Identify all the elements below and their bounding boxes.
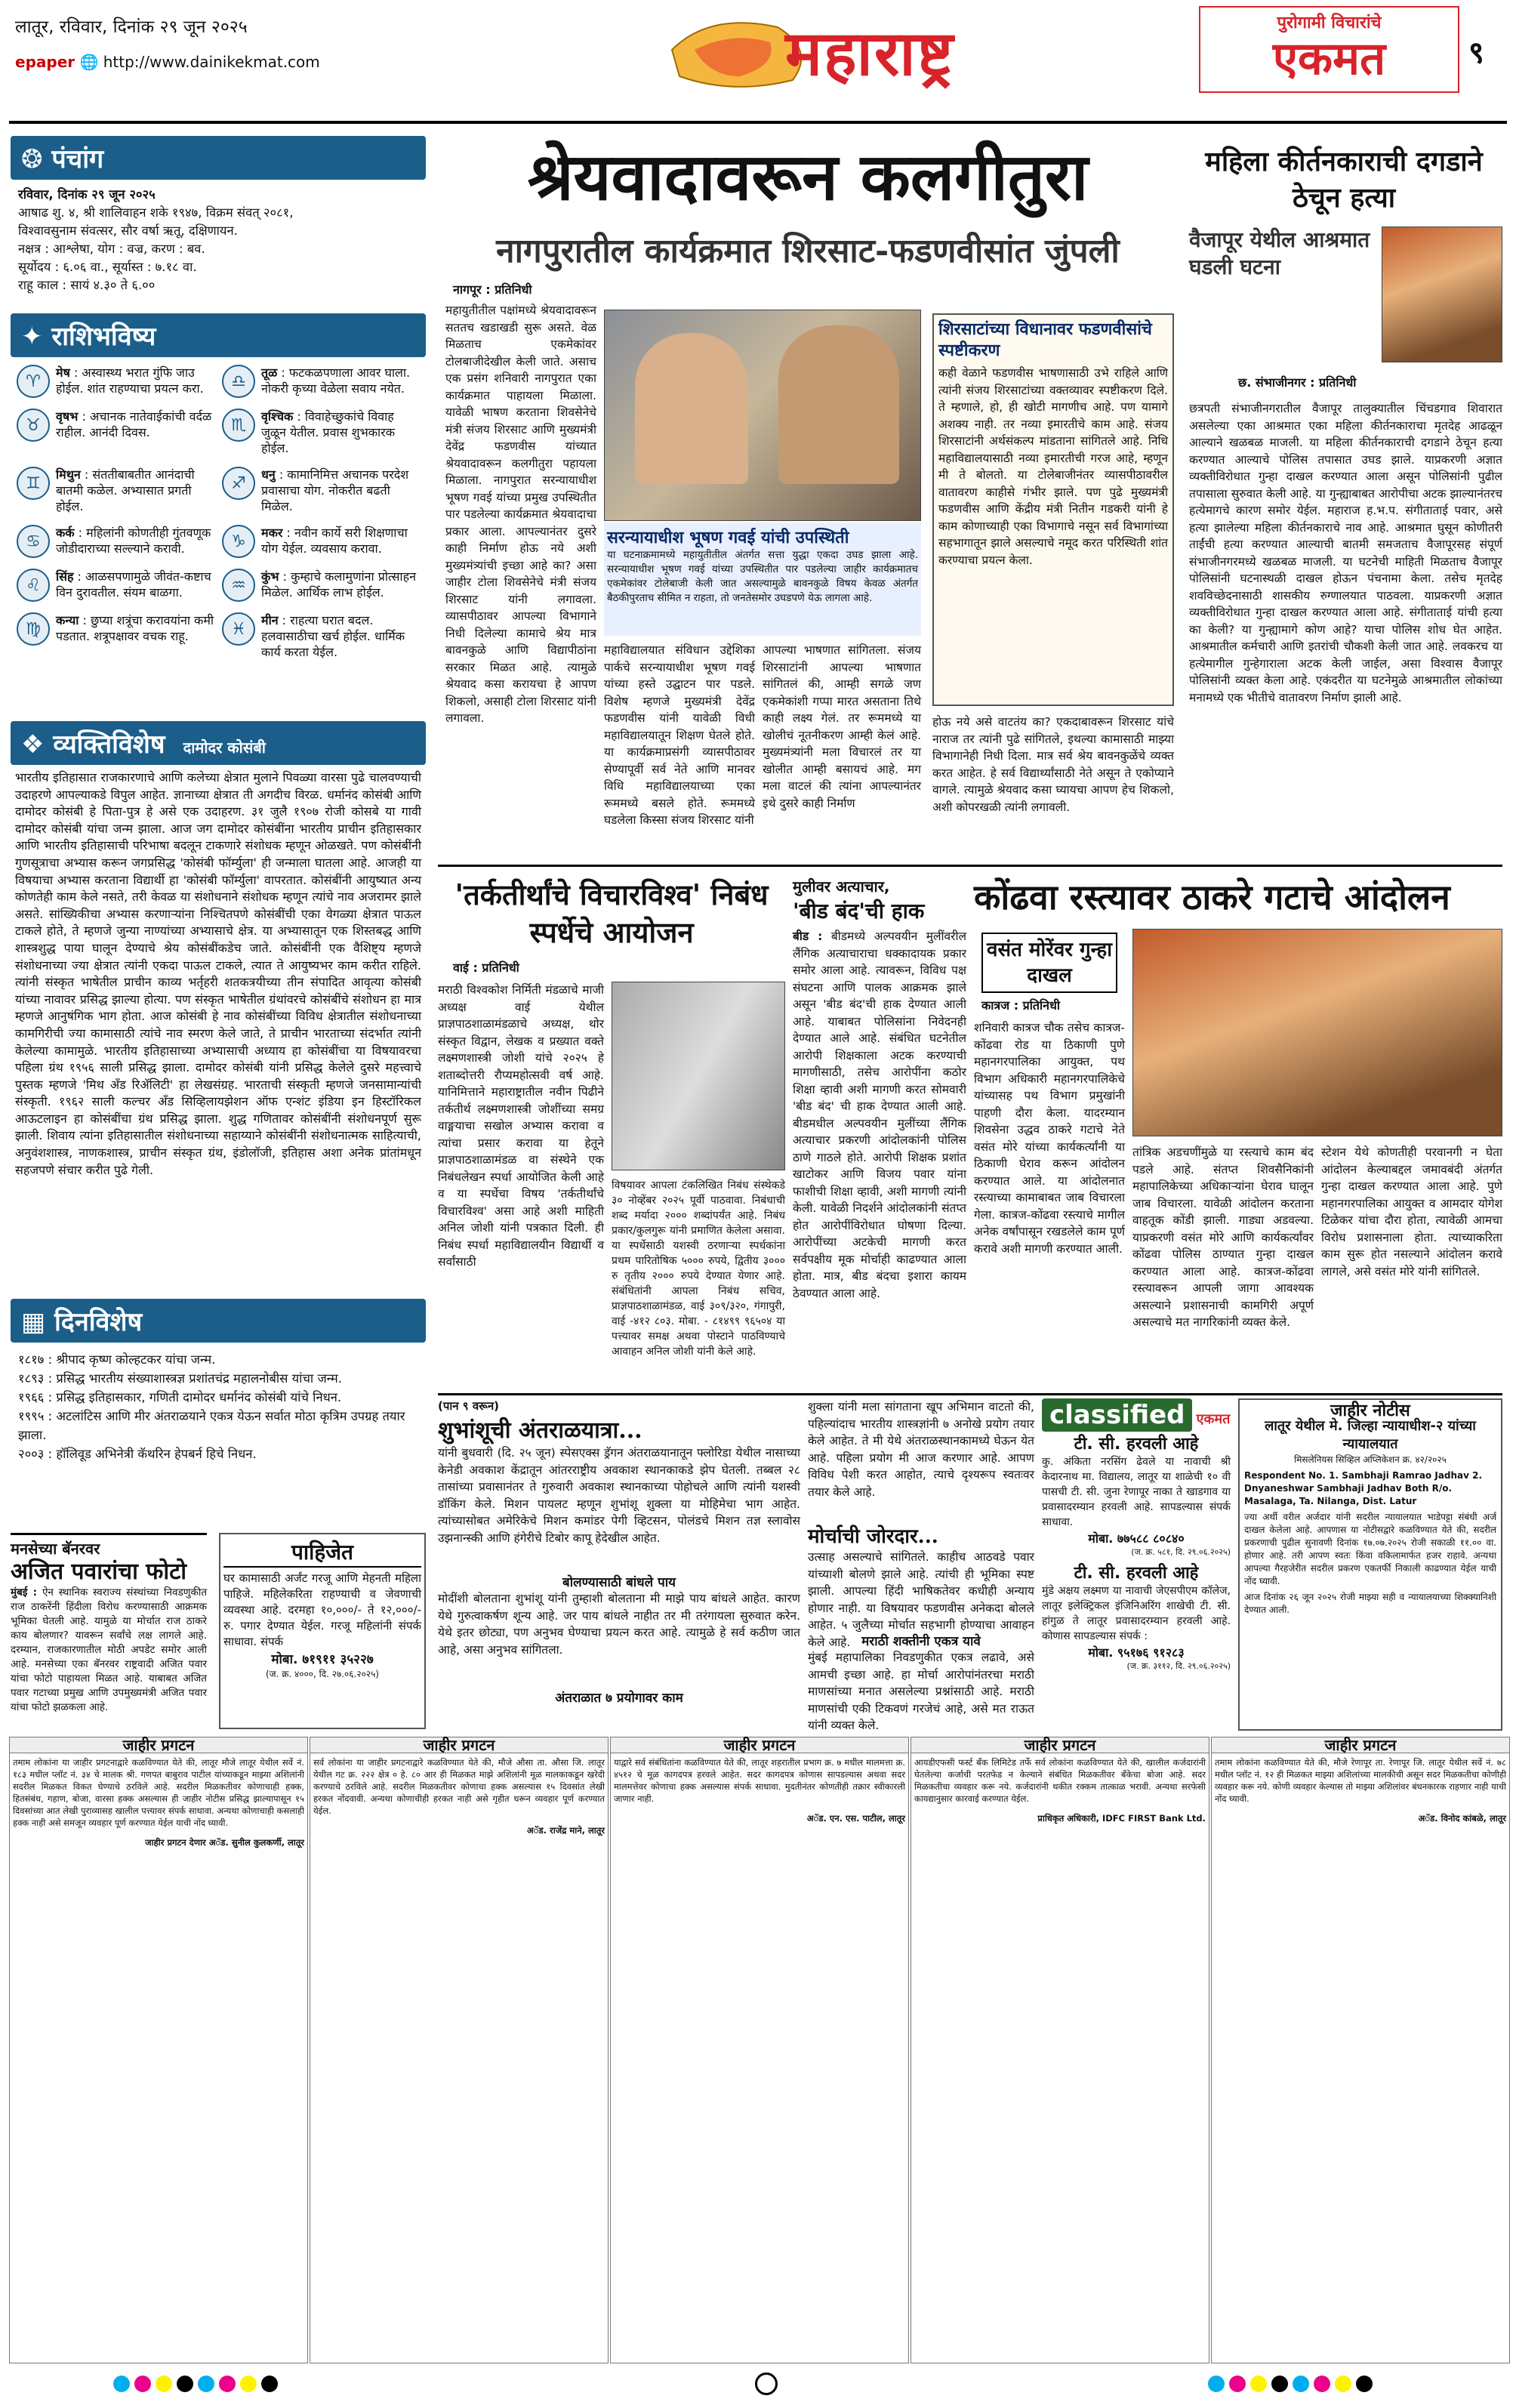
- masthead-rule: [9, 121, 1507, 124]
- panchang-header: ❂ पंचांग: [11, 136, 426, 180]
- classified-ad1-ref: (ज. क्र. ५८१, दि. २९.०६.२०२५): [1131, 1547, 1231, 1557]
- zodiac-sign-icon: ♐: [222, 467, 255, 500]
- tarkatirth-body2: विषयावर आपला टंकलिखित निबंध संस्थेकडे ३० नोव्हेंबर २०२५ पूर्वी पाठवावा. निबंधाची शब्द मर्यादा २००० शब्दांपर्यंत आहे. निबंध प्रकार/कुलगुरू यांनी प्रमाणित केलेला असावा. या स्पर्धेसाठी यशस्वी ठरणाऱ्या स्पर्धकांना प्रथम पारितोषिक ५००० रुपये, द्वितीय ३००० रु तृतीय २००० रुपये देण्यात येणार आहे. संबंधितांनी आपला निबंध सचिव, प्राज्ञपाठशाळामंडळ, वाई ३०९/३२०, गंगापुरी, वाई -४१२ ८०३. मोबा. - ८१४९९ ९६५०४ या पत्त्यावर समक्ष अथवा पोस्टाने पाठविण्याचे आवाहन अनिल जोशी यांनी केले आहे.: [612, 1179, 785, 1358]
- court-notice-case: मिसलेनियस सिव्हिल अप्लिकेशन क्र. ४२/२०२५: [1294, 1454, 1447, 1465]
- classified-brand: एकमत: [1196, 1411, 1231, 1427]
- rashi-item: [17, 569, 214, 602]
- shubhanshu-sub1: बोलण्यासाठी बांधले पाय: [562, 1575, 676, 1590]
- shubhanshu-sub2-body: शुक्ला यांनी मला सांगताना खूप अभिमान वाटतो की, पहिल्यांदाच भारतीय शास्त्रज्ञांनी ७ अनोखे प्रयोग तयार केले आहेत. ते मी येथे अंतराळस्थानकामध्ये घेऊन येत आहे. पहिला प्रयोग मी आज करणार आहे. आपण विविध पेशी करत आहोत, त्याचे दृश्यरूप स्वतःवर तयार केले आहे.: [808, 1400, 1034, 1499]
- zodiac-sign-icon: ♏: [222, 409, 255, 442]
- rashi-text: कुंभ : कुम्हाचे कलामुणांना प्रोत्साहन मिळेल. आर्थिक लाभ होईल.: [261, 569, 416, 600]
- kondhwa-byline: कात्रज : प्रतिनिधी: [981, 998, 1061, 1013]
- panchang-section: [11, 136, 426, 301]
- rashi-text: मीन : राहत्या घरात बदल. हलवासाठीचा खर्च होईल. धार्मिक कार्य करता येईल.: [261, 613, 405, 659]
- lead-sidebar-title: शिरसाटांच्या विधानावर फडणवीसांचे स्पष्टीकरण: [938, 320, 1152, 360]
- zodiac-sign-icon: ♈: [17, 365, 50, 398]
- public-notice-footer: अॅड. एन. एस. पाटील, लातूर: [806, 1813, 905, 1824]
- wanted-ad-body: घर कामासाठी अर्जंट गरजू आणि मेहनती महिला पाहिजे. महिलेकरिता राहण्याची व जेवणाची व्यवस्था आहे. दरमहा १०,०००/- ते १२,०००/- रु. पगार देण्यात येईल. गरजू महिलांनी संपर्क साधावा. संपर्क: [223, 1571, 421, 1648]
- page-number: ९: [1468, 35, 1484, 70]
- person-icon: ❖: [21, 729, 45, 760]
- brand-tagline: पुरोगामी विचारांचे: [1277, 14, 1382, 32]
- lead-caption-title: सरन्यायाधीश भूषण गवई यांची उपस्थिती: [607, 529, 849, 547]
- rashi-name: तूळ: [261, 365, 278, 380]
- zodiac-icon: ✦: [21, 322, 43, 352]
- classified-logo: classified: [1042, 1398, 1192, 1432]
- rashi-prediction: आळसपणामुळे जीवंत-कष्टाच विन दुरावतील. संयम बाळगा.: [56, 569, 211, 600]
- court-notice-court: लातूर येथील मे. जिल्हा न्यायाधीश-२ यांच्या न्यायालयात: [1265, 1418, 1476, 1452]
- public-notice-footer: अॅड. राजेंद्र माने, लातूर: [526, 1825, 605, 1836]
- public-notice-ad: [1211, 1737, 1510, 2363]
- kirtan-byline: छ. संभाजीनगर : प्रतिनिधी: [1238, 375, 1357, 390]
- panchang-line: सूर्योदय : ६.०६ वा., सूर्यास्त : ७.१८ वा.: [18, 260, 197, 274]
- classified-ad1-body: कु. अंकिता नरसिंग ढेवले या नावाची श्री केदारनाथ मा. विद्यालय, लातूर या शाळेची १० वी पासची टी. सी. जुना रेणापूर नाका ते खाडगाव या प्रवासादरम्यान हरवली आहे. सापडल्यास संपर्क साधावा.: [1042, 1456, 1231, 1528]
- lead-caption-body: या घटनाक्रमामध्ये महायुतीतील अंतर्गत सत्ता युद्धा एकदा उघड झाला आहे. सरन्यायाधीश भूषण गवई यांच्या उपस्थितीत पार पडलेल्या जाहीर कार्यक्रमातच एकमेकांवर टोलेबाजी केली जात असल्यामुळे बावनकुळे विषय केवळ अंतर्गत बैठकीपुरताच सीमित न राहता, तो जनतेसमोर उघडपणे येऊ लागला आहे.: [607, 549, 918, 604]
- panchang-line: विश्वावसुनाम संवत्सर, सौर वर्षा ऋतू, दक्षिणायन.: [18, 224, 238, 238]
- kondhwa-body2: तांत्रिक अडचणींमुळे या रस्त्याचे काम बंद पडले आहे. संतप्त शिवसैनिकांनी महापालिकेच्या अधिकाऱ्यांना घेराव घालून जाब विचारला. यावेळी आंदोलन करताना वाहतूक कोंडी झाली. गाड्या अडवल्या. याप्रकरणी वसंत मोरे आणि कार्यकर्त्यांवर कोंढवा पोलिस ठाण्यात गुन्हा दाखल करण्यात आला आहे. कात्रज-कोंढवा रस्त्यावरून आपली जागा आवश्यक असल्याने प्रशासनाची कामगिरी अपूर्ण असल्याचे मत नागरिकांनी व्यक्त केले.: [1132, 1145, 1314, 1329]
- vyaktivishesh-section: [11, 721, 426, 1324]
- court-notice-respondents: Respondent No. 1. Sambhaji Ramrao Jadhav 2. Dnyaneshwar Sambhaji Jadhav Both R/o. Masalaga, Ta. Nilanga, Dist. Latur: [1244, 1470, 1483, 1506]
- banner-kicker: मनसेच्या बॅनरवर: [11, 1533, 207, 1559]
- wanted-ad-phone: मोबा. ७१९११ ३५२२७: [271, 1652, 374, 1667]
- rashi-prediction: विवाहेच्छुकांचे विवाह जुळून येतील. प्रवास शुभकारक होईल.: [261, 409, 396, 455]
- rashi-item: [222, 467, 420, 514]
- rashi-prediction: कामानिमित्त अचानक परदेश प्रवासाचा योग. नोकरीत बढती मिळेल.: [261, 467, 409, 513]
- beed-kicker: मुलीवर अत्याचार,: [793, 877, 890, 896]
- zodiac-sign-icon: ♍: [17, 612, 50, 646]
- section-rule: [438, 865, 1502, 867]
- classified-ad2-body: मुंडे अक्षय लक्ष्मण या नावाची जेएसपीएम कॉलेज, लातूर इलेक्ट्रिकल इंजिनिअरिंग शाखेची टी. सी. हांगुळ ते लातूर प्रवासादरम्यान हरवली आहे. कोणास सापडल्यास संपर्क :: [1042, 1585, 1231, 1642]
- public-notice-body: तमाम लोकांना कळविण्यात येते की, मौजे रेणापूर ता. रेणापूर जि. लातूर येथील सर्वे नं. ७८ मधील प्लॉट नं. १२ ही मिळकत माझ्या अशिलांच्या मालकीची असून सदर मिळकतीचा कोणीही व्यवहार करू नये. कोणी व्यवहार केल्यास तो माझ्या अशिलांवर बंधनकारक राहणार नाही याची नोंद घ्यावी.: [1215, 1757, 1506, 1804]
- rashi-text: धनु : कामानिमित्त अचानक परदेश प्रवासाचा योग. नोकरीत बढती मिळेल.: [261, 467, 409, 513]
- zodiac-sign-icon: ♑: [222, 525, 255, 558]
- classified-ad1-title: टी. सी. हरवली आहे: [1074, 1435, 1199, 1454]
- zodiac-sign-icon: ♋: [17, 525, 50, 558]
- public-notice-ad: [610, 1737, 909, 2363]
- brand-logo: [1199, 6, 1459, 93]
- rashi-prediction: संततीबाबतीत आनंदाची बातमी कळेल. अभ्यासात प्रगती होईल.: [56, 467, 195, 513]
- rashi-prediction: अस्वास्थ्य भरात गुंफि जाउ होईल. शांत राहण्याचा प्रयत्न करा.: [56, 365, 204, 396]
- tarkatirth-body1: मराठी विश्वकोश निर्मिती मंडळाचे माजी अध्यक्ष वाई येथील प्राज्ञपाठशाळामंडळाचे अध्यक्ष, थोर संस्कृत विद्वान, लेखक व प्रख्यात वक्ते लक्ष्मणशास्त्री जोशी यांचे २०२५ हे शताब्दोत्तरी रौप्यमहोत्सवी वर्ष आहे. यानिमित्ताने महाराष्ट्रातील नवीन पिढीने तर्कतीर्थ लक्ष्मणशास्त्री जोशींच्या समग्र वाङ्मयाचा सखोल अभ्यास करावा व त्यांचा प्रसार करावा या हेतूने प्राज्ञपाठशाळामंडळ वा संस्थेने एक निबंधलेखन स्पर्धा आयोजित केली आहे व या स्पर्धेचा विषय 'तर्कतीर्थांचे विचारविश्व' असा आहे अशी माहिती अनिल जोशी यांनी पत्रकात दिली. ही निबंध स्पर्धा महाविद्यालयीन विद्यार्थी व सर्वांसाठी: [438, 983, 604, 1269]
- morcha-headline: मोर्चाची जोरदार...: [808, 1525, 938, 1548]
- kondhwa-photo: [1132, 929, 1502, 1136]
- shubhanshu-headline: शुभांशूची अंतराळयात्रा...: [438, 1417, 642, 1444]
- kirtan-body: छत्रपती संभाजीनगरातील वैजापूर तालुक्यातील चिंचडगाव शिवारात असलेल्या एका आश्रमात एका महिला कीर्तनकाराचा मृतदेह आढळून आल्याने खळबळ माजली. या महिला कीर्तनकाराची दगडाने ठेचून हत्या करण्यात आल्याचे पोलिस तपासात उघड झाले. याप्रकरणी अज्ञात व्यक्तीविरोधात गुन्हा दाखल करण्यात आला असून पोलिसांनी पुढील तपासाला सुरुवात केली आहे. या गुन्ह्याबाबत आरोपीचा अटक झाल्यानंतरच हत्येमागचे कारण समोर येईल. महाराज ह.भ.प. संगीताताई पवार, असे हत्या झालेल्या महिला कीर्तनकाराचे नाव आहे. आश्रमात घुसून कोणीतरी ताईंची हत्या करण्यात आल्याची बातमी समजताच वैजापूरसह संपूर्ण संभाजीनगरमध्ये खळबळ माजली. या घटनेची माहिती मिळताच वैजापूर पोलिसांनी घटनास्थळी दाखल होऊन पंचनामा केला. तसेच मृतदेह शवविच्छेदनासाठी शासकीय रुग्णालयात पाठवला. याप्रकरणी अज्ञात व्यक्तीविरोधात गुन्हा दाखल करण्यात आला आहे. संगीताताई यांची हत्या का केली? या गुन्ह्यामागे कोण आहे? याचा पोलिस शोध घेत आहेत. आश्रमातील कर्मचारी आणि इतरांची चौकशी केली जात आहे. लवकरच या हत्येमागील गुन्हेगाराला अटक केली जाईल, असा विश्वास वैजापूर पोलिसांनी व्यक्त केला आहे. एकंदरीत या घटनेमुळे आश्रमातील लोकांच्या मनामध्ये एक भीतीचे वातावरण निर्माण झाली आहे.: [1189, 402, 1502, 705]
- kondhwa-body1: शनिवारी कात्रज चौक तसेच कात्रज-कोंढवा रोड या ठिकाणी पुणे महानगरपालिका आयुक्त, पथ विभाग अधिकारी महानगरपालिकेचे यांच्यासह पथ विभाग प्रमुखांनी पाहणी दौरा केला. यादरम्यान शिवसेना उद्धव ठाकरे गटाचे नेते वसंत मोरे यांच्या कार्यकर्त्यांनी या ठिकाणी घेराव करून आंदोलन करण्यात आले. या आंदोलनात रस्त्याच्या कामाबाबत जाब विचारला गेला. कात्रज-कोंढवा रस्त्याचे मागील अनेक वर्षांपासून रखडलेले काम पूर्ण करावे अशी मागणी करण्यात आली.: [974, 1021, 1125, 1256]
- kirtan-subhead: वैजापूर येथील आश्रमात घडली घटना: [1189, 227, 1370, 279]
- rashi-item: [222, 569, 420, 602]
- rashi-grid: [11, 357, 426, 668]
- rashi-item: [222, 365, 420, 398]
- rashi-item: [222, 525, 420, 558]
- kondhwa-body3: स्टेशन येथे कोणतीही परवानगी न घेता आंदोलन केल्याबद्दल जमावबंदी अंतर्गत गुन्हा दाखल करण्यात आला आहे. पुणे महानगरपालिका आयुक्त व आमदार योगेश टिळेकर यांचा दौरा होता, त्यावेळी आमचा विरोध प्रशासनाला होता. त्याच्याकरिता काम सुरू होत नसल्याने आंदोलन करावे लागले, असे वसंत मोरे यांनी सांगितले.: [1321, 1145, 1502, 1278]
- banner-body: मुंबई : ऐन स्थानिक स्वराज्य संस्थांच्या निवडणुकीत राज ठाकरेंनी हिंदीला विरोध करण्यासाठी आक्रमक भूमिका घेतली आहे. यामुळे या मोर्चात राज ठाकरे काय बोलणार? यावरून सर्वांचे लक्ष लागले आहे. दरम्यान, राजकारणातील मोठी अपडेट समोर आली आहे. मनसेच्या एका बॅनरवर राष्ट्रवादी अजित पवार यांचा फोटो पाहायला मिळत आहे. याबाबत अजित पवार गटाच्या प्रमुख आणि उपमुख्यमंत्री अजित पवार यांचा फोटो झळकला आहे.: [11, 1586, 208, 1713]
- classified-ad1-phone: मोबा. ७७५८८ ८०८४०: [1088, 1531, 1185, 1546]
- person-figure-icon: [635, 333, 748, 484]
- court-notice-date: आज दिनांक २६ जून २०२५ रोजी माझ्या सही व न्यायालयाच्या शिक्क्यानिशी देण्यात आली.: [1244, 1592, 1496, 1615]
- kirtan-photo: [1382, 227, 1502, 362]
- wanted-ad: [219, 1533, 426, 1729]
- epaper-label: epaper: [15, 53, 75, 71]
- lead-body-col4: होऊ नये असे वाटतंय का? एकदाबावरून शिरसाट यांचे नाराज तर त्यांनी पुढे सांगितले, इथल्या कामासाठी माझ्या विभागानेही निधी दिला. मात्र सर्व श्रेय बावनकुळेंचे व्यक्त करत आहेत. हे सर्व विद्यार्थ्यांसाठी नेते असून ते एकोप्याने वागले. त्यामुळे श्रेयवाद कसा घ्यायचा आपण हेच शिकलो, अशी कोपरखळी त्यांनी लगावली.: [932, 715, 1174, 814]
- panchang-body: [11, 180, 426, 301]
- lead-photo-caption: [604, 523, 921, 636]
- dinvishesh-item: १९६६ : प्रसिद्ध इतिहासकार, गणिती दामोदर धर्मानंद कोसंबी यांचे निधन.: [18, 1390, 342, 1404]
- shubhanshu-body: यांनी बुधवारी (दि. २५ जून) स्पेसएक्स ड्रॅगन अंतराळयानातून फ्लोरिडा येथील नासाच्या केनेडी अवकाश केंद्रातून आंतरराष्ट्रीय अवकाश स्थानकाकडे झेप घेतली. तब्बल २८ तासांच्या प्रवासानंतर ते गुरुवारी अवकाश स्थानकाच्या पोहोचले आणि त्यांनी यशस्वी डॉकिंग केले. मिशन पायलट म्हणून शुभांशू शुक्ला या मोहिमेचा भाग आहेत. त्यांच्यासोबत अमेरिकेचे मिशन कमांडर पेगी व्हिटसन, पोलंडचे मिशन तज्ञ स्लावोस उझनान्स्की आणि हंगेरीचे टिबोर कापू हेदेखील आहेत.: [438, 1446, 800, 1545]
- dinvishesh-header: ▦ दिनविशेष: [11, 1299, 426, 1343]
- public-notice-title: जाहीर प्रगटन: [1212, 1737, 1509, 1753]
- court-notice: [1238, 1398, 1502, 1731]
- tarkatirth-byline: वाई : प्रतिनिधी: [453, 960, 519, 975]
- vyaktivishesh-header: ❖ व्यक्तिविशेष दामोदर कोसंबी: [11, 721, 426, 765]
- registration-mark-icon: [755, 2373, 778, 2395]
- lead-headline: श्रेयवादावरून कलगीतुरा: [527, 139, 1089, 215]
- section-rule: [438, 1393, 1502, 1395]
- public-notice-body: सर्व लोकांना या जाहीर प्रगटनाद्वारे कळविण्यात येते की, मौजे औसा ता. औसा जि. लातूर येथील गट क्र. २२२ क्षेत्र ० हे. ८० आर ही मिळकत माझे अशिलांनी मूळ मालकाकडून खरेदी करण्याचे ठरविले आहे. सदरील मिळकतीवर कोणाचा हक्क असल्यास १५ दिवसांत लेखी हरकत नोंदवावी. अन्यथा कोणाचीही हरकत नाही असे गृहीत धरून व्यवहार पूर्ण करण्यात येईल.: [313, 1757, 605, 1816]
- panchang-date: रविवार, दिनांक २९ जून २०२५: [18, 187, 156, 202]
- public-notice-footer: प्राधिकृत अधिकारी, IDFC FIRST Bank Ltd.: [1037, 1813, 1206, 1824]
- kondhwa-headline: कोंढवा रस्त्यावर ठाकरे गटाचे आंदोलन: [974, 877, 1450, 917]
- lead-sidebar-body: कही वेळाने फडणवीस भाषणासाठी उभे राहिले आणि त्यांनी संजय शिरसाटांच्या वक्तव्यावर स्पष्टीकरण दिले. ते म्हणाले, हो, ही खोटी मागणीच आहे. पण यामागे अशक्य नाही. तर नव्या इमारतीचे काम आहे. संजय शिरसाटांनी अर्थसंकल्प मांडताना सांगितले आहे. निधि महाविद्यालयासाठी नव्या इमारतीची गरज आहे, म्हणून मी ते बोलतो. या टोलेबाजीनंतर व्यासपीठावरील वातावरण काहीसे गंभीर झाले. पण पुढे मुख्यमंत्री फडणवीस आणि केंद्रीय मंत्री नितीन गडकरी यांनी हे काम कोणाच्याही एका विभागाचे नसून सर्व विभागांच्या सहभागातून झाले असल्याचे नमूद करत परिस्थिती शांत करण्याचा प्रयत्न केला.: [938, 366, 1168, 567]
- rashi-text: वृषभ : अचानक नातेवाईकांची वर्दळ राहील. आनंदी दिवस.: [56, 409, 212, 439]
- color-registration-strip: [113, 2376, 278, 2392]
- wanted-ad-title: पाहिजेत: [223, 1537, 421, 1568]
- classified-ad2-phone: मोबा. ९५१७६ ९१२८३: [1088, 1645, 1185, 1660]
- color-registration-strip: [1208, 2376, 1373, 2392]
- rashi-text: वृश्चिक : विवाहेच्छुकांचे विवाह जुळून येतील. प्रवास शुभकारक होईल.: [261, 409, 396, 455]
- rashi-name: वृषभ: [56, 409, 79, 424]
- zodiac-sign-icon: ♌: [17, 569, 50, 602]
- public-notice-footer: अॅड. विनोद कांबळे, लातूर: [1418, 1813, 1506, 1824]
- shubhanshu-sub1-body: मोदींशी बोलताना शुभांशू यांनी तुम्हाशी बोलताना मी माझे पाय बांधले आहेत. कारण येथे गुरुत्वाकर्षण शून्य आहे. जर पाय बांधले नाहीत तर मी तरंगायला सुरुवात करेन. येथे इतर छोट्या, पण अनुभव घेण्याचा प्रयत्न करत आहे. त्यामुळे हे सर्व कठीण जात आहे, असा अनुभव सांगितला.: [438, 1592, 800, 1657]
- rashi-text: कन्या : छुप्या शत्रूंचा करावयांना कमी पडतात. शत्रूपक्षावर वचक राहू.: [56, 613, 214, 643]
- public-notice-title: जाहीर प्रगटन: [911, 1737, 1209, 1753]
- public-notice-ad: [9, 1737, 308, 2363]
- rashi-text: कर्क : महिलांनी कोणतीही गुंतवणूक जोडीदाराच्या सल्ल्याने करावी.: [56, 526, 211, 556]
- rashi-prediction: राहत्या घरात बदल. हलवासाठीचा खर्च होईल. धार्मिक कार्य करता येईल.: [261, 613, 405, 659]
- rashi-text: मिथुन : संततीबाबतीत आनंदाची बातमी कळेल. अभ्यासात प्रगती होईल.: [56, 467, 195, 513]
- rashi-item: [222, 409, 420, 456]
- beed-headline: 'बीड बंद'ची हाक: [793, 899, 925, 923]
- dinvishesh-item: १९९५ : अटलांटिस आणि मीर अंतराळयाने एकत्र येऊन सर्वात मोठा कृत्रिम उपग्रह तयार झाला.: [18, 1409, 405, 1442]
- public-notice-footer: जाहीर प्रगटन देणार अॅड. सुनील कुलकर्णी, लातूर: [145, 1837, 304, 1848]
- zodiac-sign-icon: ♉: [17, 409, 50, 442]
- kirtan-headline: महिला कीर्तनकाराची दगडाने ठेचून हत्या: [1205, 146, 1483, 214]
- rashi-name: मिथुन: [56, 467, 81, 482]
- rashi-name: कुंभ: [261, 569, 279, 584]
- public-notice-title: जाहीर प्रगटन: [10, 1737, 307, 1753]
- banner-headline: अजित पवारांचा फोटो: [11, 1559, 187, 1585]
- public-notice-body: याद्वारे सर्व संबंधितांना कळविण्यात येते की, लातूर शहरातील प्रभाग क्र. ७ मधील मालमत्ता क्र. ४५१२ चे मूळ कागदपत्र हरवले आहेत. सदर कागदपत्र कोणास सापडल्यास अथवा सदर मालमत्तेवर कोणाचा हक्क असल्यास संपर्क साधावा. मुदतीनंतर कोणतीही तक्रार स्वीकारली जाणार नाही.: [614, 1757, 905, 1804]
- vyaktivishesh-body: भारतीय इतिहासात राजकारणाचे आणि कलेच्या क्षेत्रात मुलाने पिवळ्या वारसा पुढे चालवण्याची उदाहरणे आपल्याकडे विपुल आहेत. ज्ञानाच्या क्षेत्रात ती अगदीच विरळ. धर्मानंद कोसंबी आणि दामोदर कोसंबी हे पिता-पुत्र हे असे एक उदाहरण. ३१ जुलै १९०७ रोजी कोसबे या गावी दामोदर कोसंबी यांचा जन्म झाला. आज जग दामोदर कोसंबींना भारतीय प्राचीन इतिहासकार आणि भारतीय इतिहासाची परिभाषा बदलून टाकणारे संशोधक म्हणून ओळखते. पण कोसंबींनी गुणसूत्राचा अभ्यास करून जगप्रसिद्ध 'कोसंबी फॉर्म्युला' ही जन्माला घातला आहे. आजही या विषयाचा अभ्यास करताना विद्यार्थी हा 'कोसंबी फॉर्म्युला' वापरतात. कोसंबींनी आयुष्यात अन्य कोणतेही काम केले नसते, तरी केवळ या संशोधनाने संशोधक म्हणून त्यांचे नाव अजरामर झाले असते. सांख्यिकीचा अभ्यास करणाऱ्यांना निश्चितपणे कोसंबींची एका वेगळ्या क्षेत्रात पाऊल टाकले होते, ते म्हणजे जुन्या नाण्यांच्या अभ्यासाचे क्षेत्र. या अभ्यासातून एक शिस्तबद्ध आणि शास्त्रशुद्ध पाया घालून देण्याचे श्रेय कोसंबींकडेच जाते. कोसंबींनी एक वैशिष्ट्य म्हणजे संशोधनाच्या ज्या क्षेत्रात त्यांनी एकदा पाऊल टाकले, त्यात ते आयुष्यभर काम करीत राहिले. त्यांनी संस्कृत भाषेतील प्राचीन काव्य भर्तृहरी शतकत्रयीच्या तीन संपादित आवृत्या कोसंबी यांच्या नावावर प्रसिद्ध झाल्या होत्या. पण संस्कृत भाषेतील ग्रंथांवरचे कोसंबींचे संशोधन हा मात्र म्हणजे आनुषंगिक भाग होता. आज कोसंबी हे नाव कोसंबींच्या विविध क्षेत्रातील संशोधनाच्या कामगिरीची ज्या कामासाठी त्यांचे नाव स्मरण केले जाते, ते प्राचीन भारताच्या संदर्भात त्यांनी केलेल्या कामामुळे. भारतीय इतिहासाच्या अभ्यासाची अध्याय हा कोसंबींचा या विषयावरचा पहिला ग्रंथ १९५६ साली प्रसिद्ध झाला. दामोदर कोसंबी यांनी प्रसिद्ध केलेले दुसरे महत्त्वाचे पुस्तक म्हणजे 'मिथ ॲंड रिॲलिटी' हा लेखसंग्रह. भारताची संस्कृती म्हणजे जनसामान्यांची संस्कृती. १९६२ साली कल्चर ॲंड सिव्हिलायझेशन ऑफ एन्शंट इंडिया इन हिस्टॉरिकल आऊटलाइन हा कोसंबींचा ग्रंथ प्रसिद्ध झाला. शुद्ध गणितावर कोसंबींनी संशोधनपूर्ण सुरू झाली. शिवाय त्यांना इतिहासातील संशोधनाच्या सहाय्याने कोसंबींनी संशोधनात्मक साहित्याची, अनुवंशशास्त्र, नाणकशास्त्र, प्राचीन संस्कृत ग्रंथ, इंडोलॉजी, इतिहास अशा अनेक प्रांतांमधून सहजपणे संचार करीत पुढे गेली.: [15, 770, 421, 1177]
- rashi-name: मीन: [261, 613, 279, 627]
- shubhanshu-jump: (पान ९ वरून): [438, 1399, 500, 1413]
- classified-block: [1042, 1398, 1231, 1731]
- dinvishesh-item: १८९३ : प्रसिद्ध भारतीय संख्याशास्त्रज्ञ प्रशांतचंद्र महालनोबीस यांचा जन्म.: [18, 1371, 343, 1386]
- tarkatirth-photo: [612, 982, 785, 1170]
- wanted-ad-ref: (ज. क्र. ४०००, दि. २७.०६.२०२५): [266, 1669, 379, 1679]
- lead-subhead: नागपुरातील कार्यक्रमात शिरसाट-फडणवीसांत जुंपली: [496, 232, 1120, 270]
- public-notice-title: जाहीर प्रगटन: [611, 1737, 908, 1753]
- panchang-line: नक्षत्र : आश्लेषा, योग : वज्र, करण : बव.: [18, 242, 205, 256]
- lead-body-col3: आपल्या भाषणात सांगितला. संजय शिरसाटांनी आपल्या भाषणात सांगितलं की, आम्ही सगळे जण एकमेकांशी गप्पा मारत असताना तिथे काही लक्ष्य गेलं. तर रूममध्ये या खोलीचं नूतनीकरण आम्ही केलं आहे. मुख्यमंत्र्यांनी मला विचारलं तर या खोलीत आम्ही बसायचं आहे. मग मला वाटलं की त्यांना आपल्यानंतर इथे दुसरे काही निर्माण: [763, 643, 921, 810]
- dinvishesh-item: १८१७ : श्रीपाद कृष्ण कोल्हटकर यांचा जन्म.: [18, 1352, 216, 1367]
- public-notice-body: आयडीएफसी फर्स्ट बँक लिमिटेड तर्फे सर्व लोकांना कळविण्यात येते की, खालील कर्जदारांनी घेतलेल्या कर्जाची परतफेड न केल्याने संबंधित मिळकतीवर बँकेचा बोजा आहे. सदर मिळकतीचा व्यवहार करू नये. कर्जदारांनी थकीत रक्कम तात्काळ भरावी. अन्यथा सरफेसी कायद्यानुसार कारवाई करण्यात येईल.: [914, 1757, 1206, 1804]
- kondhwa-subheadline: वसंत मोरेंवर गुन्हा दाखल: [981, 933, 1117, 993]
- rashi-prediction: नवीन कार्ये सरी शिक्षणाचा योग येईल. व्यवसाय करावा.: [261, 526, 408, 556]
- lead-body-col1: महायुतीतील पक्षांमध्ये श्रेयवादावरून सततच खडाखडी सुरू असते. वेळ मिळताच एकमेकांवर टोलबाजीदेखील केली जाते. असाच एक प्रसंग शनिवारी नागपुरात एका कार्यक्रमात पाहायला मिळाला. यावेळी भाषण करताना शिवसेनेचे मंत्री संजय शिरसाट आणि मुख्यमंत्री देवेंद्र फडणवीस यांच्यात श्रेयवादावरून कलगीतुरा पहायला मिळाला. नागपुरात सरन्यायाधीश भूषण गवई यांच्या प्रमुख उपस्थितीत पार पडलेल्या कार्यक्रमात श्रेयवादाचा प्रकार आला. आपल्यानंतर दुसरे काही निर्माण होऊ नये अशी मुख्यमंत्र्यांची इच्छा आहे का? असा जाहीर टोला शिवसेनेचे मंत्री संजय शिरसाट यांनी लगावला. व्यासपीठावर आपल्या विभागाने निधी दिलेल्या कामाचे श्रेय मात्र बावनकुळे आणि विद्यापीठांना सरकार मिळत आहे. त्यामुळे श्रेयवाद कसा करायचा हे आपण शिकलो, असाही टोला शिरसाट यांनी लगावला.: [445, 304, 596, 725]
- rashi-name: मेष: [56, 365, 70, 380]
- epaper-url: http://www.dainikekmat.com: [103, 53, 320, 71]
- lead-byline: नागपूर : प्रतिनिधी: [453, 282, 532, 297]
- tarkatirth-headline: 'तर्कतीर्थांचे विचारविश्व' निबंध स्पर्धेचे आयोजन: [454, 877, 769, 949]
- shubhanshu-story: [438, 1398, 800, 1706]
- public-notice-ad: [911, 1737, 1209, 2363]
- rashi-section: [11, 313, 426, 668]
- rashi-name: वृश्चिक: [261, 409, 294, 424]
- rashi-prediction: छुप्या शत्रूंचा करावयांना कमी पडतात. शत्रूपक्षावर वचक राहू.: [56, 613, 214, 643]
- zodiac-sign-icon: ♎: [222, 365, 255, 398]
- brand-name: एकमत: [1272, 32, 1386, 85]
- rashi-item: [17, 525, 214, 558]
- rashi-item: [17, 467, 214, 514]
- rashi-name: सिंह: [56, 569, 74, 584]
- zodiac-sign-icon: ♓: [222, 612, 255, 646]
- rashi-prediction: अचानक नातेवाईकांची वर्दळ राहील. आनंदी दिवस.: [56, 409, 212, 439]
- shubhanshu-sub2: अंतराळात ७ प्रयोगावर काम: [555, 1691, 683, 1706]
- section-title: महाराष्ट्र: [785, 17, 955, 90]
- rashi-item: [17, 365, 214, 398]
- rashi-text: मेष : अस्वास्थ्य भरात गुंफि जाउ होईल. शांत राहण्याचा प्रयत्न करा.: [56, 365, 204, 396]
- morcha-sub-body: मुंबई महापालिका निवडणुकीत एकत्र लढावे, असे आमची इच्छा आहे. हा मोर्चा आरोपांनंतरचा मराठी माणसांच्या मनात असलेल्या प्रश्नांसाठी आहे. मराठी माणसांची एकी टिकवणं गरजेचं आहे, असे मत राऊत यांनी व्यक्त केले.: [808, 1651, 1034, 1732]
- lead-body-col2: महाविद्यालयात संविधान उद्देशिका पार्कचे सरन्यायाधीश भूषण गवई यांच्या हस्ते उद्घाटन पार पडले. विशेष म्हणजे मुख्यमंत्री देवेंद्र फडणवीस यांनी यावेळी विधी महाविद्यालयातून शिक्षण घेतले होते. या कार्यक्रमाप्रसंगी व्यासपीठावर सेण्यापूर्वी सर्व नेते आणि मानवर विधि महाविद्यालयाच्या एका रूममध्ये बसले होते. रूममध्ये घडलेला किस्सा संजय शिरसाट यांनी: [604, 643, 755, 827]
- lead-sidebar: [932, 313, 1174, 706]
- rashi-text: सिंह : आळसपणामुळे जीवंत-कष्टाच विन दुरावतील. संयम बाळगा.: [56, 569, 211, 600]
- rashi-name: धनु: [261, 467, 276, 482]
- morcha-story: [808, 1522, 1034, 1732]
- calendar-icon: ▦: [21, 1307, 46, 1337]
- rashi-name: कन्या: [56, 613, 79, 627]
- classified-ad2-title: टी. सी. हरवली आहे: [1074, 1564, 1199, 1583]
- rashi-item: [222, 612, 420, 660]
- om-icon: ❂: [21, 144, 43, 174]
- rashi-name: मकर: [261, 526, 283, 540]
- rashi-prediction: कुम्हाचे कलामुणांना प्रोत्साहन मिळेल. आर्थिक लाभ होईल.: [261, 569, 416, 600]
- beed-body: बीड : बीडमध्ये अल्पवयीन मुलींवरील लैंगिक अत्याचाराचा धक्कादायक प्रकार समोर आला आहे. त्यावरून, विविध पक्ष संघटना आणि पालक आक्रमक झाले असून 'बीड बंद'ची हाक देण्यात आली आहे. याबाबत पोलिसांना निवेदनही देण्यात आले आहे. संबंधित घटनेतील आरोपी शिक्षकाला अटक करण्याची मागणीसाठी, तसेच आरोपींना कठोर शिक्षा व्हावी अशी मागणी करत सोमवारी 'बीड बंद' ची हाक देण्यात आली आहे. बीडमधील अल्पवयीन मुलींच्या लैंगिक अत्याचार प्रकरणी आंदोलकांनी पोलिस ठाणे गाठले होते. आरोपी शिक्षक प्रशांत खाटोकर आणि विजय पवार यांना फाशीची शिक्षा व्हावी, अशी मागणी त्यांनी केली. यावेळी निदर्शने आंदोलकांनी संतप्त होत आरोपींविरोधात घोषणा दिल्या. आरोपींच्या अटकेची मागणी करत सर्वपक्षीय मूक मोर्चाही काढण्यात आला होता. मात्र, बीड बंदचा इशारा कायम ठेवण्यात आला आहे.: [793, 930, 966, 1300]
- rashi-item: [17, 409, 214, 456]
- zodiac-sign-icon: ♒: [222, 569, 255, 602]
- court-notice-title: जाहीर नोटीस: [1330, 1401, 1410, 1420]
- globe-icon: 🌐: [79, 53, 99, 71]
- classified-ad2-ref: (ज. क्र. ३११२, दि. २९.०६.२०२५): [1126, 1661, 1231, 1671]
- rashi-prediction: फटकळपणाला आवर घाला. नोकरी कृच्या वेळेला सवाय नयेत.: [261, 365, 411, 396]
- public-notice-title: जाहीर प्रगटन: [310, 1737, 608, 1753]
- lead-photo: [604, 310, 921, 521]
- rashi-prediction: महिलांनी कोणतीही गुंतवणूक जोडीदाराच्या सल्ल्याने करावी.: [56, 526, 211, 556]
- morcha-sub: मराठी शक्तीनी एकत्र यावे: [861, 1634, 981, 1649]
- rashi-header: ✦ राशिभविष्य: [11, 313, 426, 357]
- beed-story: [793, 876, 966, 1404]
- panchang-line: राहू काल : सायं ४.३० ते ६.००: [18, 278, 156, 292]
- rashi-text: तूळ : फटकळपणाला आवर घाला. नोकरी कृच्या वेळेला सवाय नयेत.: [261, 365, 411, 396]
- rashi-name: कर्क: [56, 526, 75, 540]
- masthead-date: लातूर, रविवार, दिनांक २९ जून २०२५: [15, 17, 248, 37]
- public-notice-ad: [310, 1737, 609, 2363]
- section-masthead: [664, 5, 1148, 97]
- dinvishesh-section: [11, 1299, 426, 1471]
- epaper-link[interactable]: [15, 53, 320, 71]
- panchang-line: आषाढ शु. ४, श्री शालिवाहन शके १९४७, विक्रम संवत् २०८१,: [18, 205, 294, 220]
- rashi-text: मकर : नवीन कार्ये सरी शिक्षणाचा योग येईल. व्यवसाय करावा.: [261, 526, 408, 556]
- person-figure-icon: [778, 325, 899, 484]
- dinvishesh-list: [11, 1343, 426, 1471]
- rashi-item: [17, 612, 214, 660]
- vyaktivishesh-subtitle: दामोदर कोसंबी: [183, 738, 266, 757]
- zodiac-sign-icon: ♊: [17, 467, 50, 500]
- public-notice-body: तमाम लोकांना या जाहीर प्रगटनाद्वारे कळविण्यात येते की, लातूर मौजे लातूर येथील सर्वे नं. १८३ मधील प्लॉट नं. ३४ चे मालक श्री. गणपत बाबुराव पाटील यांच्याकडून माझ्या अशिलांनी सदरील मिळकत विकत घेण्याचे ठरविले आहे. सदरील मिळकतीवर कोणाचाही हक्क, हितसंबंध, गहाण, बोजा, वारसा हक्क असल्यास ही जाहीर नोटीस प्रसिद्ध झाल्यापासून १५ दिवसांच्या आत लेखी पुराव्यासह खालील पत्त्यावर संपर्क साधावा. अन्यथा कोणाचाही कसलाही हक्क नाही असे समजून व्यवहार पूर्ण करण्यात येईल याची नोंद घ्यावी.: [13, 1757, 304, 1828]
- morcha-body: उत्साह असल्याचे सांगितले. काहीच आठवडे पवार यांच्याशी बोलणे झाले आहे. त्यांची ही भूमिका स्पष्ट झाली. आपल्या हिंदी भाषिकतेवर कधीही अन्याय होणार नाही. या विषयावर फडणवीस अनेकदा बोलले आहेत. ५ जुलैच्या मोर्चात सहभागी होण्याचा आवाहन केले आहे.: [808, 1550, 1034, 1649]
- banner-story: [11, 1533, 207, 1729]
- dinvishesh-item: २००३ : हॉलिवूड अभिनेत्री कॅथरिन हेपबर्न हिचे निधन.: [18, 1447, 257, 1461]
- court-notice-body: ज्या अर्थी वरील अर्जदार यांनी सदरील न्यायालयात भाडेपट्टा संबंधी अर्ज दाखल केलेला आहे. आपणास या नोटीसद्वारे कळविण्यात येते की, सदरील प्रकरणाची पुढील सुनावणी दिनांक १७.०७.२०२५ रोजी सकाळी ११.०० वा. होणार आहे. तरी आपण स्वतः किंवा वकिलामार्फत हजर राहावे. अन्यथा आपल्या गैरहजेरीत सदरील प्रकरण एकतर्फी निकाली काढण्यात येईल याची नोंद घ्यावी.: [1244, 1512, 1496, 1586]
